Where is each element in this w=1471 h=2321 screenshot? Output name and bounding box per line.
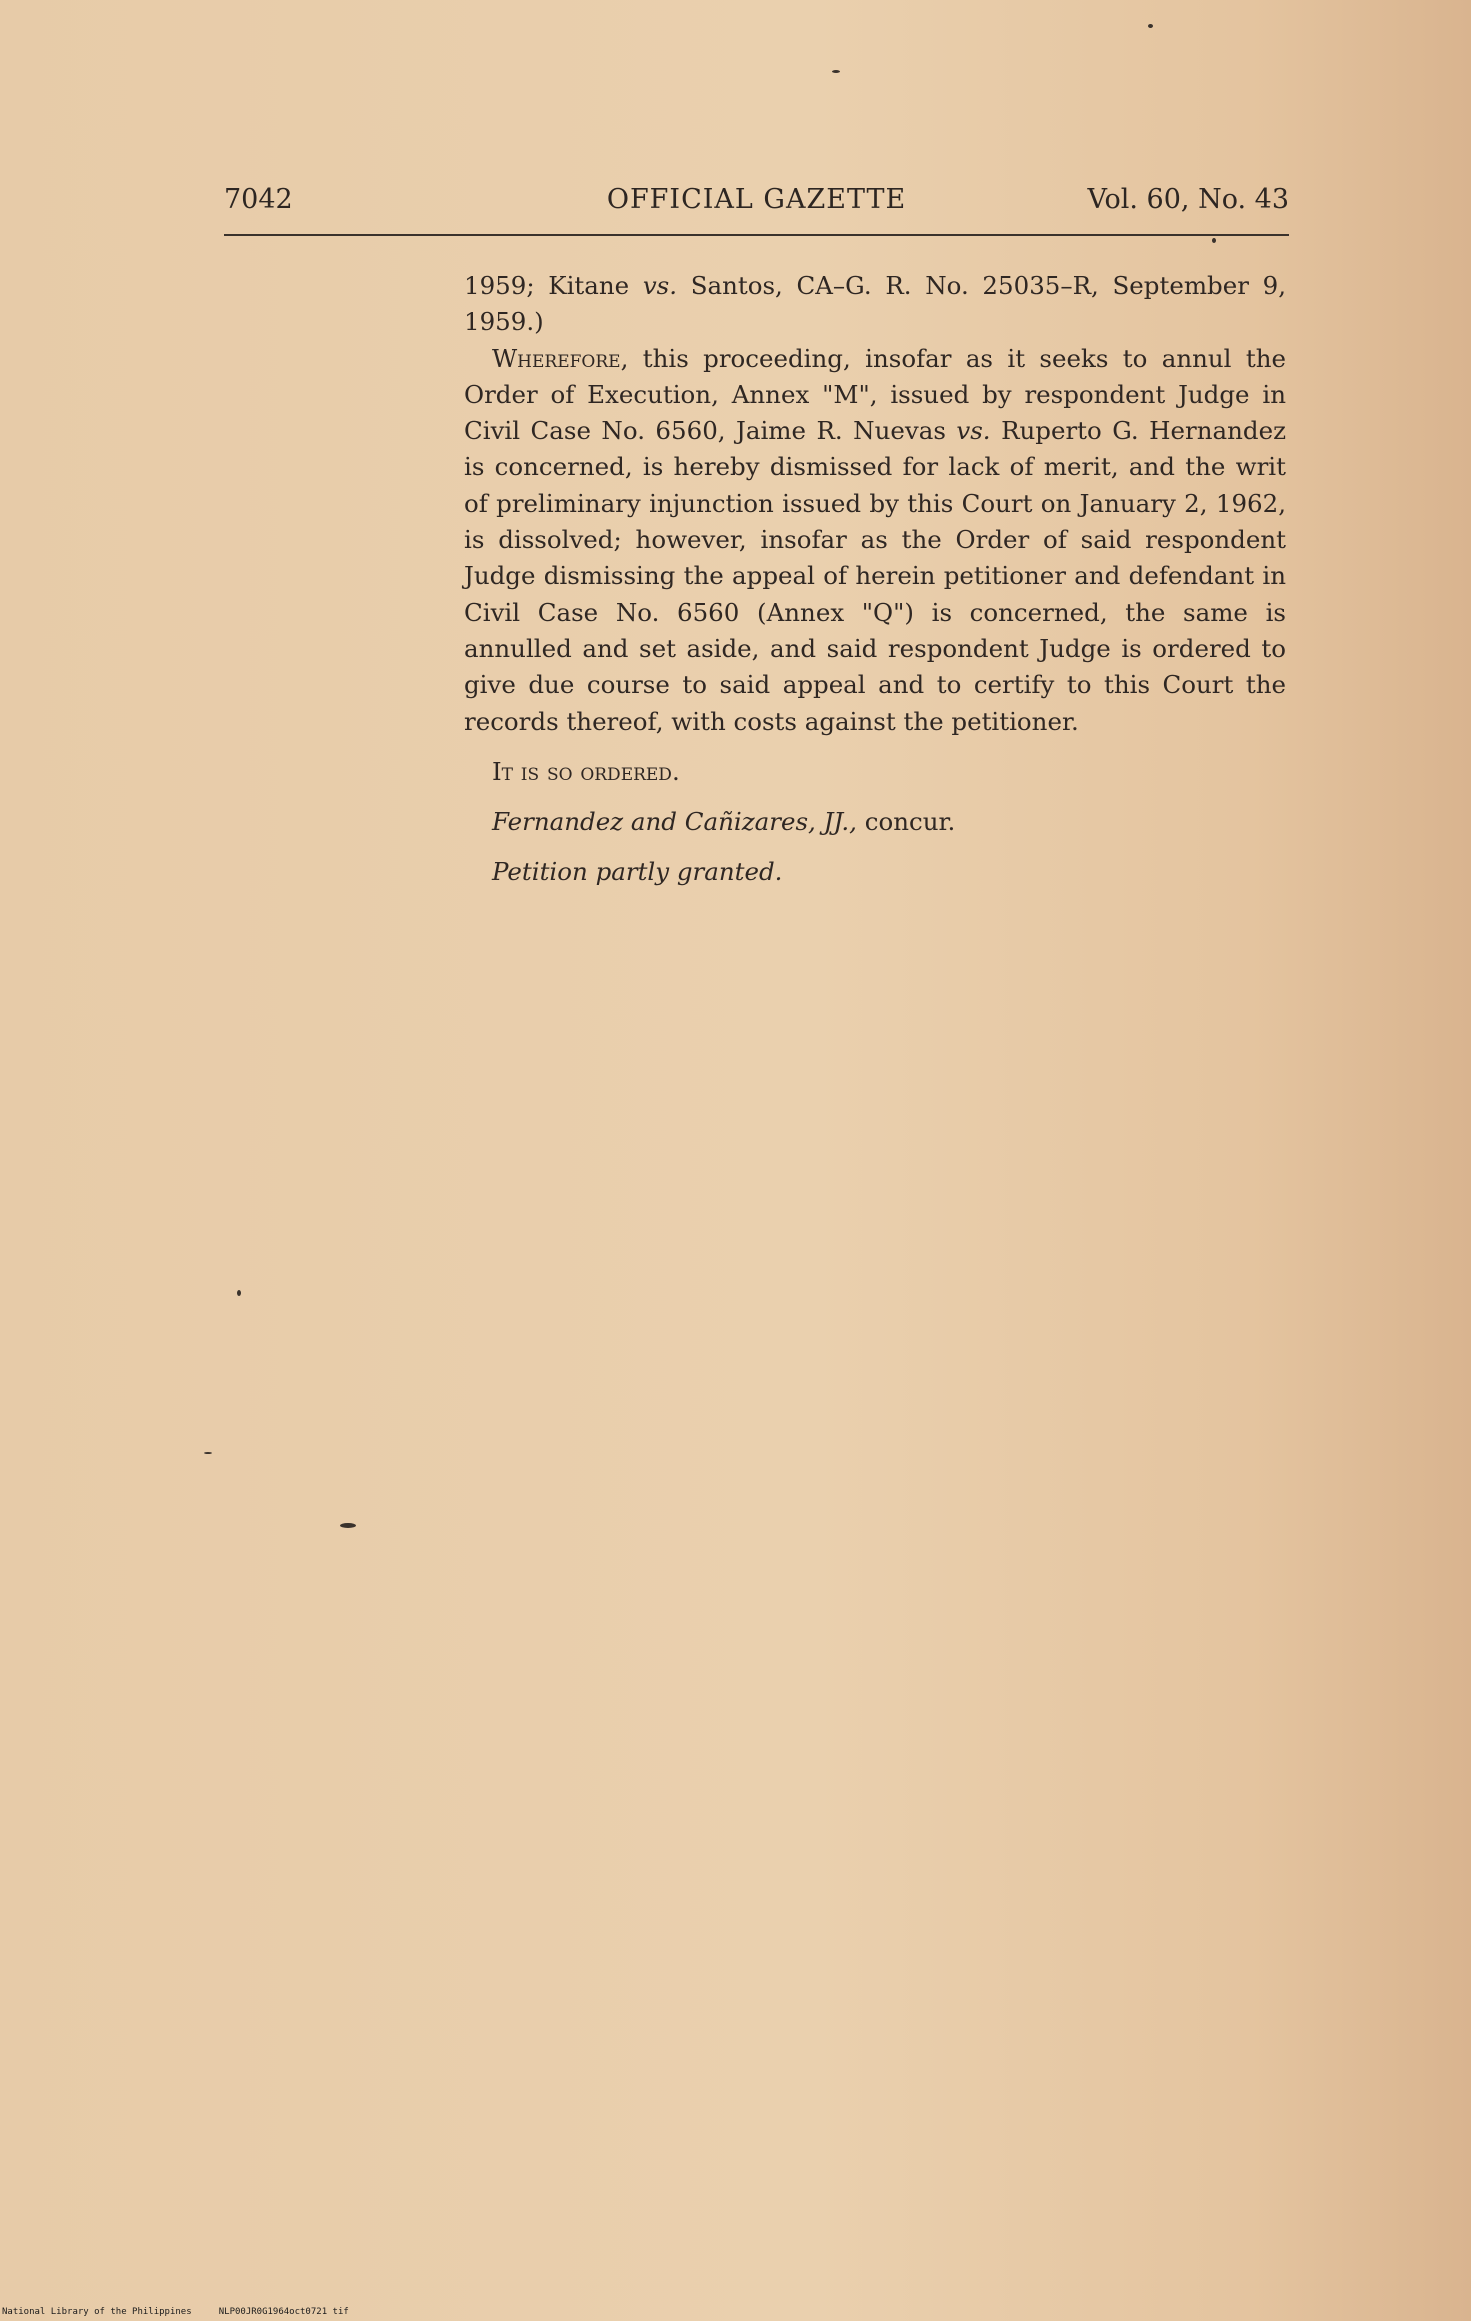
page-number: 7042 bbox=[224, 184, 293, 215]
citation-paragraph bbox=[464, 268, 1286, 341]
concurring-justices: Fernandez and Cañizares, JJ., bbox=[492, 807, 857, 837]
ink-speck bbox=[1212, 238, 1216, 243]
dispositive-paragraph bbox=[464, 341, 1286, 740]
ink-speck bbox=[1148, 24, 1153, 28]
dispositive-lead: Wherefore, bbox=[492, 343, 629, 373]
volume-info: Vol. 60, No. 43 bbox=[1087, 184, 1289, 215]
ink-speck bbox=[204, 1452, 212, 1454]
ink-speck bbox=[832, 70, 840, 73]
order-line: It is so ordered. bbox=[492, 756, 680, 786]
citation-text-2: Santos, CA–G. R. No. 25035–R, September 9, 1959.) bbox=[464, 271, 1286, 337]
ink-speck bbox=[237, 1290, 241, 1296]
result-line: Petition partly granted. bbox=[492, 857, 783, 887]
citation-text-1: 1959; Kitane bbox=[464, 271, 630, 300]
concurrence-line bbox=[464, 804, 1286, 840]
page-header bbox=[224, 184, 1289, 224]
source-note: National Library of the Philippines NLP00JR0G1964oct0721 tif bbox=[2, 2307, 349, 2317]
dispositive-vs: vs. bbox=[956, 416, 991, 446]
dispositive-text-1: this proceeding, insofar as it seeks to annul the Order of Execution, Annex "M", issued by respondent Judge in Civil Case No. 6560, Jaime R. Nuevas bbox=[464, 343, 1286, 446]
journal-title: OFFICIAL GAZETTE bbox=[606, 184, 907, 215]
concur-word: concur. bbox=[864, 807, 956, 837]
dispositive-text-2: Ruperto G. Hernandez is concerned, is hereby dismissed for lack of merit, and the writ of preliminary injunction issued by this Court on January 2, 1962, is dissolved; however, insofar as the Order of said respondent Judge dismissing the appeal of herein petitioner and defendant in Civil Case No. 6560 (Annex "Q") is concerned, the same is annulled and set aside, and said respondent Judge is ordered to give due course to said appeal and to certify to this Court the records thereof, with costs against the petitioner. bbox=[464, 416, 1287, 736]
citation-vs: vs. bbox=[642, 271, 678, 300]
decision-body bbox=[464, 268, 1286, 891]
ink-speck bbox=[340, 1523, 356, 1528]
header-rule bbox=[224, 234, 1289, 236]
